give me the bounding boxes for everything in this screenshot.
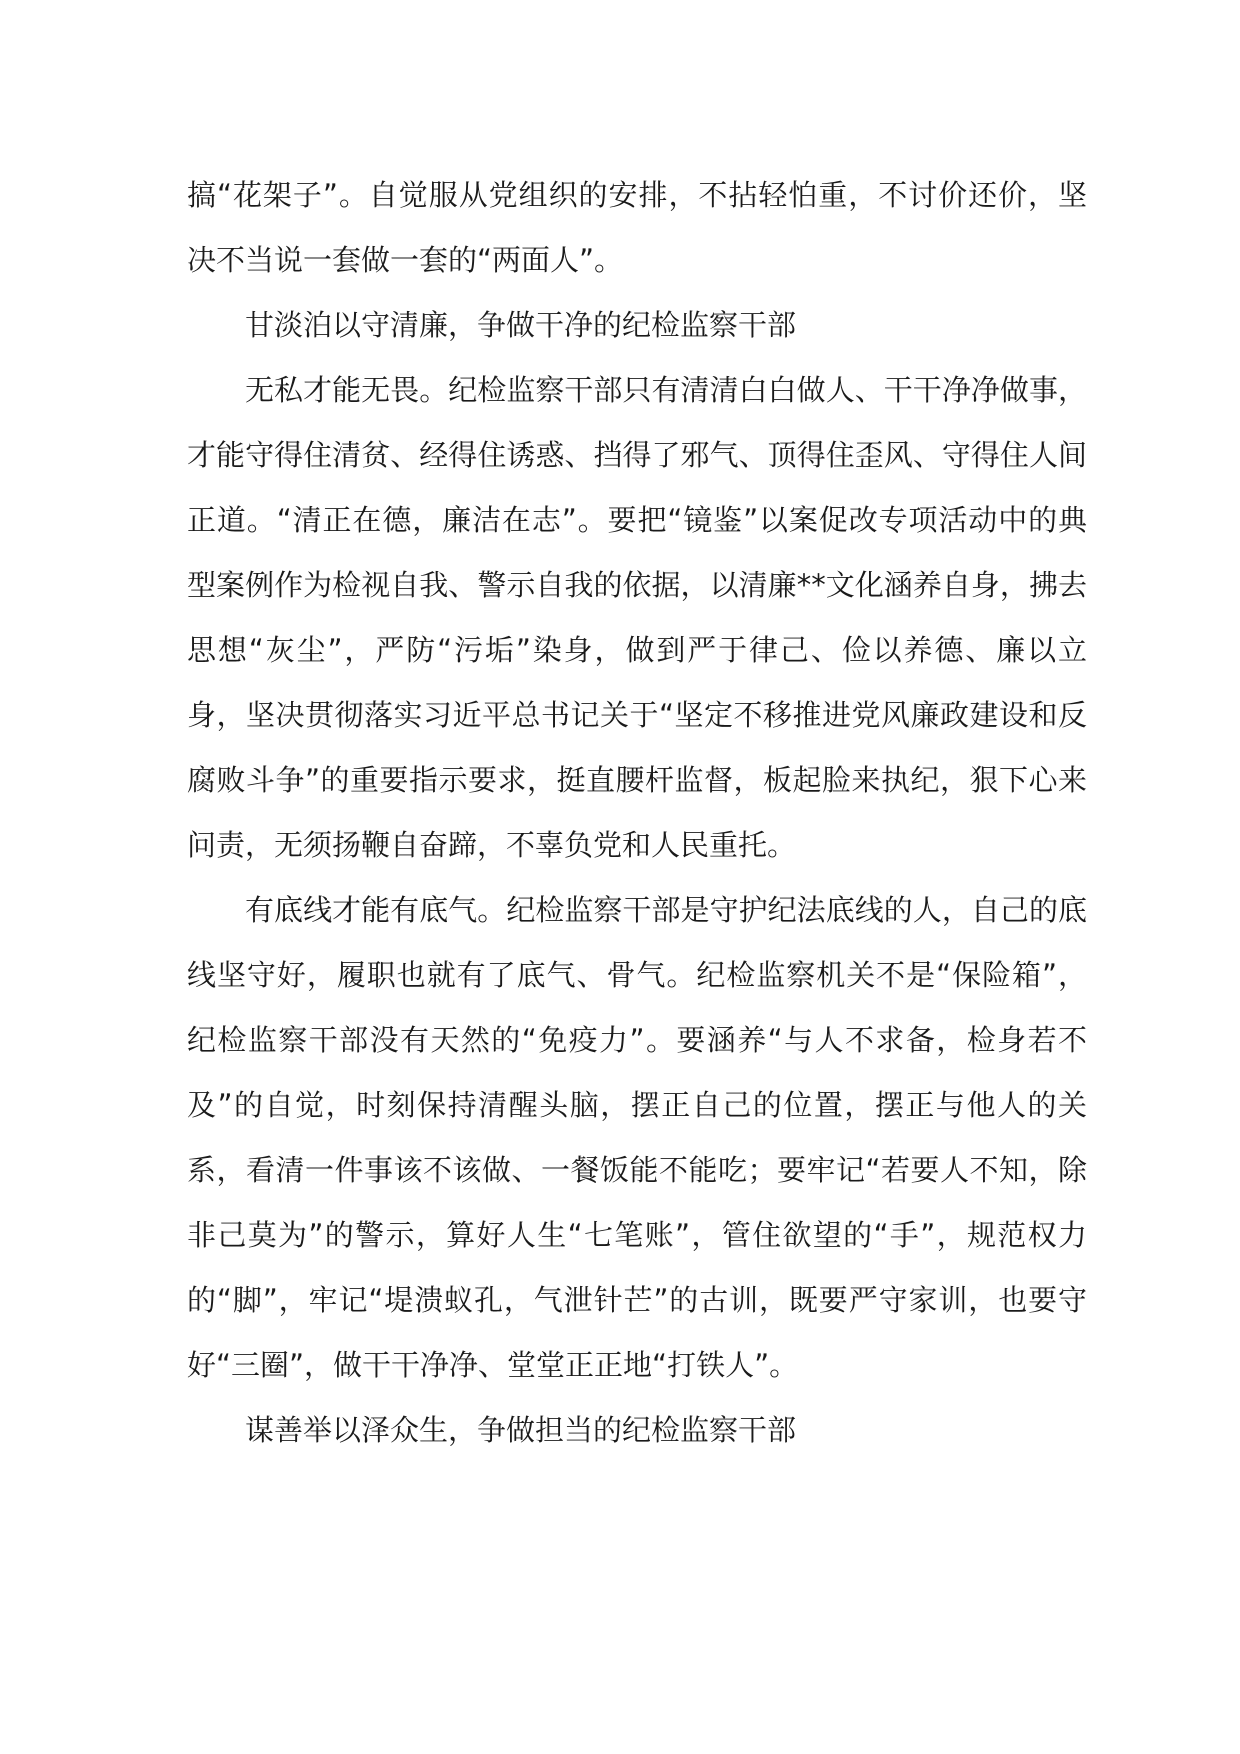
paragraph-bottom-line: 有底线才能有底气。纪检监察干部是守护纪法底线的人，自己的底线坚守好，履职也就有了底气、骨气。纪检监察机关不是“保险箱”，纪检监察干部没有天然的“免疫力”。要涵养“与人不求备，检身若不及”的自觉，时刻保持清醒头脑，摆正自己的位置，摆正与他人的关系，看清一件事该不该做、一餐饭能不能吃；要牢记“若要人不知，除非己莫为”的警示，算好人生“七笔账”，管住欲望的“手”，规范权力的“脚”，牢记“堤溃蚁孔，气泄针芒”的古训，既要严守家训，也要守好“三圈”，做干干净净、堂堂正正地“打铁人”。 xyxy=(187,893,1087,1382)
paragraph-selfless: 无私才能无畏。纪检监察干部只有清清白白做人、干干净净做事，才能守得住清贫、经得住诱惑、挡得了邪气、顶得住歪风、守得住人间正道。“清正在德，廉洁在志”。要把“镜鉴”以案促改专项活动中的典型案例作为检视自我、警示自我的依据，以清廉**文化涵养自身，拂去思想“灰尘”，严防“污垢”染身，做到严于律己、俭以养德、廉以立身，坚决贯彻落实习近平总书记关于“坚定不移推进党风廉政建设和反腐败斗争”的重要指示要求，挺直腰杆监督，板起脸来执纪，狠下心来问责，无须扬鞭自奋蹄，不辜负党和人民重托。 xyxy=(187,373,1087,862)
section-heading-responsibility: 谋善举以泽众生，争做担当的纪检监察干部 xyxy=(245,1413,797,1447)
section-heading-clean: 甘淡泊以守清廉，争做干净的纪检监察干部 xyxy=(245,308,797,342)
paragraph-continuation: 搞“花架子”。自觉服从党组织的安排，不拈轻怕重，不讨价还价，坚决不当说一套做一套的“两面人”。 xyxy=(187,178,1087,277)
document-page xyxy=(187,163,1087,1463)
